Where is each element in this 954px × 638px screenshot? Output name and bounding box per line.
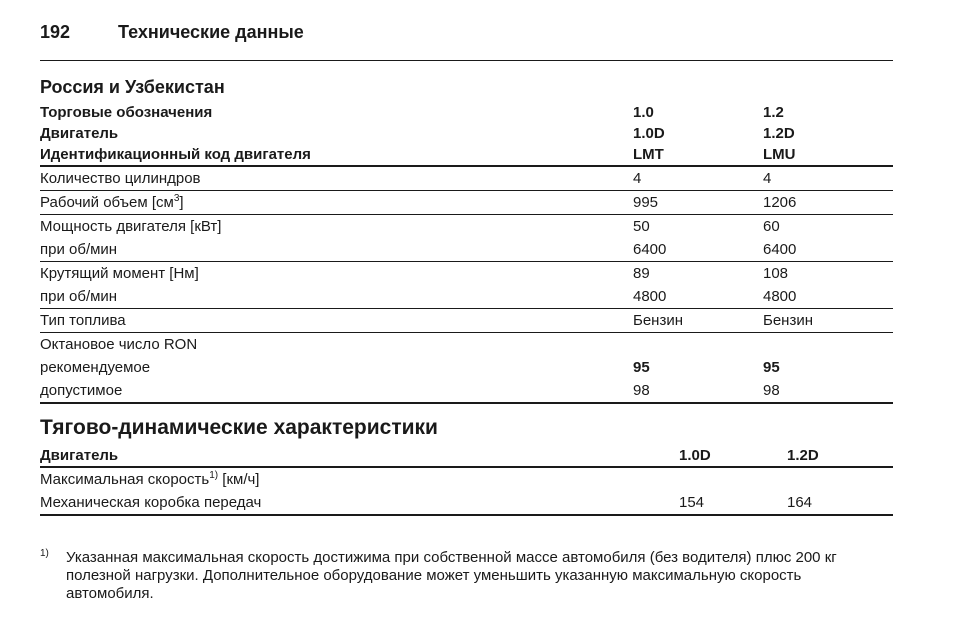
header-value: 1.2D xyxy=(787,445,893,467)
table-row xyxy=(40,166,893,191)
header-label: Торговые обозначения xyxy=(40,104,213,121)
footnote-ref: 1) xyxy=(209,470,219,481)
header-value: 1.2D xyxy=(763,125,795,142)
table-row xyxy=(40,262,893,286)
engine-spec-table xyxy=(40,102,893,404)
cell-value: 4800 xyxy=(633,285,763,309)
table-row xyxy=(40,491,893,515)
table-header-row xyxy=(40,144,893,166)
page-number: 192 xyxy=(40,22,71,42)
section-title: Россия и Узбекистан xyxy=(40,77,225,97)
table-row xyxy=(40,333,893,357)
header-value: 1.2 xyxy=(763,104,784,121)
dynamics-table xyxy=(40,445,893,516)
cell-value: 4 xyxy=(633,166,763,191)
header-label: Двигатель xyxy=(40,125,119,142)
row-label: Мощность двигателя [кВт] xyxy=(40,218,222,235)
cell-value xyxy=(763,333,893,357)
table-row xyxy=(40,356,893,379)
row-label: Количество цилиндров xyxy=(40,166,633,191)
header-value: 1.0D xyxy=(679,445,787,467)
table-header-row xyxy=(40,102,893,123)
cell-value: 154 xyxy=(679,491,787,515)
header-value: LMU xyxy=(763,144,893,166)
page-header xyxy=(40,18,893,61)
cell-value: 6400 xyxy=(633,238,763,262)
header-value: 1.0D xyxy=(633,125,665,142)
cell-value: 50 xyxy=(633,218,650,235)
table-header-row xyxy=(40,123,893,144)
cell-value: 164 xyxy=(787,491,893,515)
row-label: Механическая коробка передач xyxy=(40,491,679,515)
cell-value: 108 xyxy=(763,265,789,282)
table-header-row xyxy=(40,445,893,467)
table-row xyxy=(40,285,893,309)
row-label: Октановое число RON xyxy=(40,336,198,353)
table-row xyxy=(40,467,893,491)
row-label: при об/мин xyxy=(40,238,633,262)
cell-value: 98 xyxy=(633,379,763,403)
cell-value: 995 xyxy=(633,191,763,215)
row-label: при об/мин xyxy=(40,285,633,309)
row-label: Рабочий объем $[см^3]$ xyxy=(40,191,633,215)
cell-value: 95 xyxy=(633,359,650,376)
footnote-mark: 1) xyxy=(40,548,49,559)
table-row xyxy=(40,379,893,403)
cell-value xyxy=(679,467,787,491)
cell-value xyxy=(787,467,893,491)
page-title: Технические данные xyxy=(118,22,304,42)
cell-value: 1206 xyxy=(763,191,893,215)
table-row xyxy=(40,238,893,262)
superscript: 3 xyxy=(173,193,180,204)
footnote-text: Указанная максимальная скорость достижима при собственной массе автомобиля (без водителя) плюс 200 кг полезной нагрузки. Дополнительное оборудование может уменьшить указанную максимальную скорость автомобиля. xyxy=(66,549,837,602)
row-label: рекомендуемое xyxy=(40,359,151,376)
cell-value: 60 xyxy=(763,218,780,235)
row-label: Максимальная скорость$^{1)}$ [км/ч] xyxy=(40,470,260,488)
cell-value: 89 xyxy=(633,265,650,282)
header-value: LMT xyxy=(633,144,763,166)
footnote xyxy=(40,549,893,603)
dynamics-title: Тягово-динамические характеристики xyxy=(40,416,438,439)
header-label: Идентификационный код двигателя xyxy=(40,144,633,166)
cell-value: 4 xyxy=(763,166,893,191)
row-label: Крутящий момент [Нм] xyxy=(40,265,199,282)
cell-value: 98 xyxy=(763,379,893,403)
cell-value: 4800 xyxy=(763,285,893,309)
table-row xyxy=(40,191,893,215)
header-label: Двигатель xyxy=(40,445,679,467)
cell-value: 6400 xyxy=(763,238,893,262)
table-row xyxy=(40,215,893,239)
cell-value xyxy=(633,333,763,357)
header-value: 1.0 xyxy=(633,104,654,121)
row-label: допустимое xyxy=(40,379,633,403)
cell-value: Бензин xyxy=(763,309,893,333)
table-row xyxy=(40,309,893,333)
cell-value: 95 xyxy=(763,359,780,376)
row-label: Тип топлива xyxy=(40,309,633,333)
cell-value: Бензин xyxy=(633,309,763,333)
